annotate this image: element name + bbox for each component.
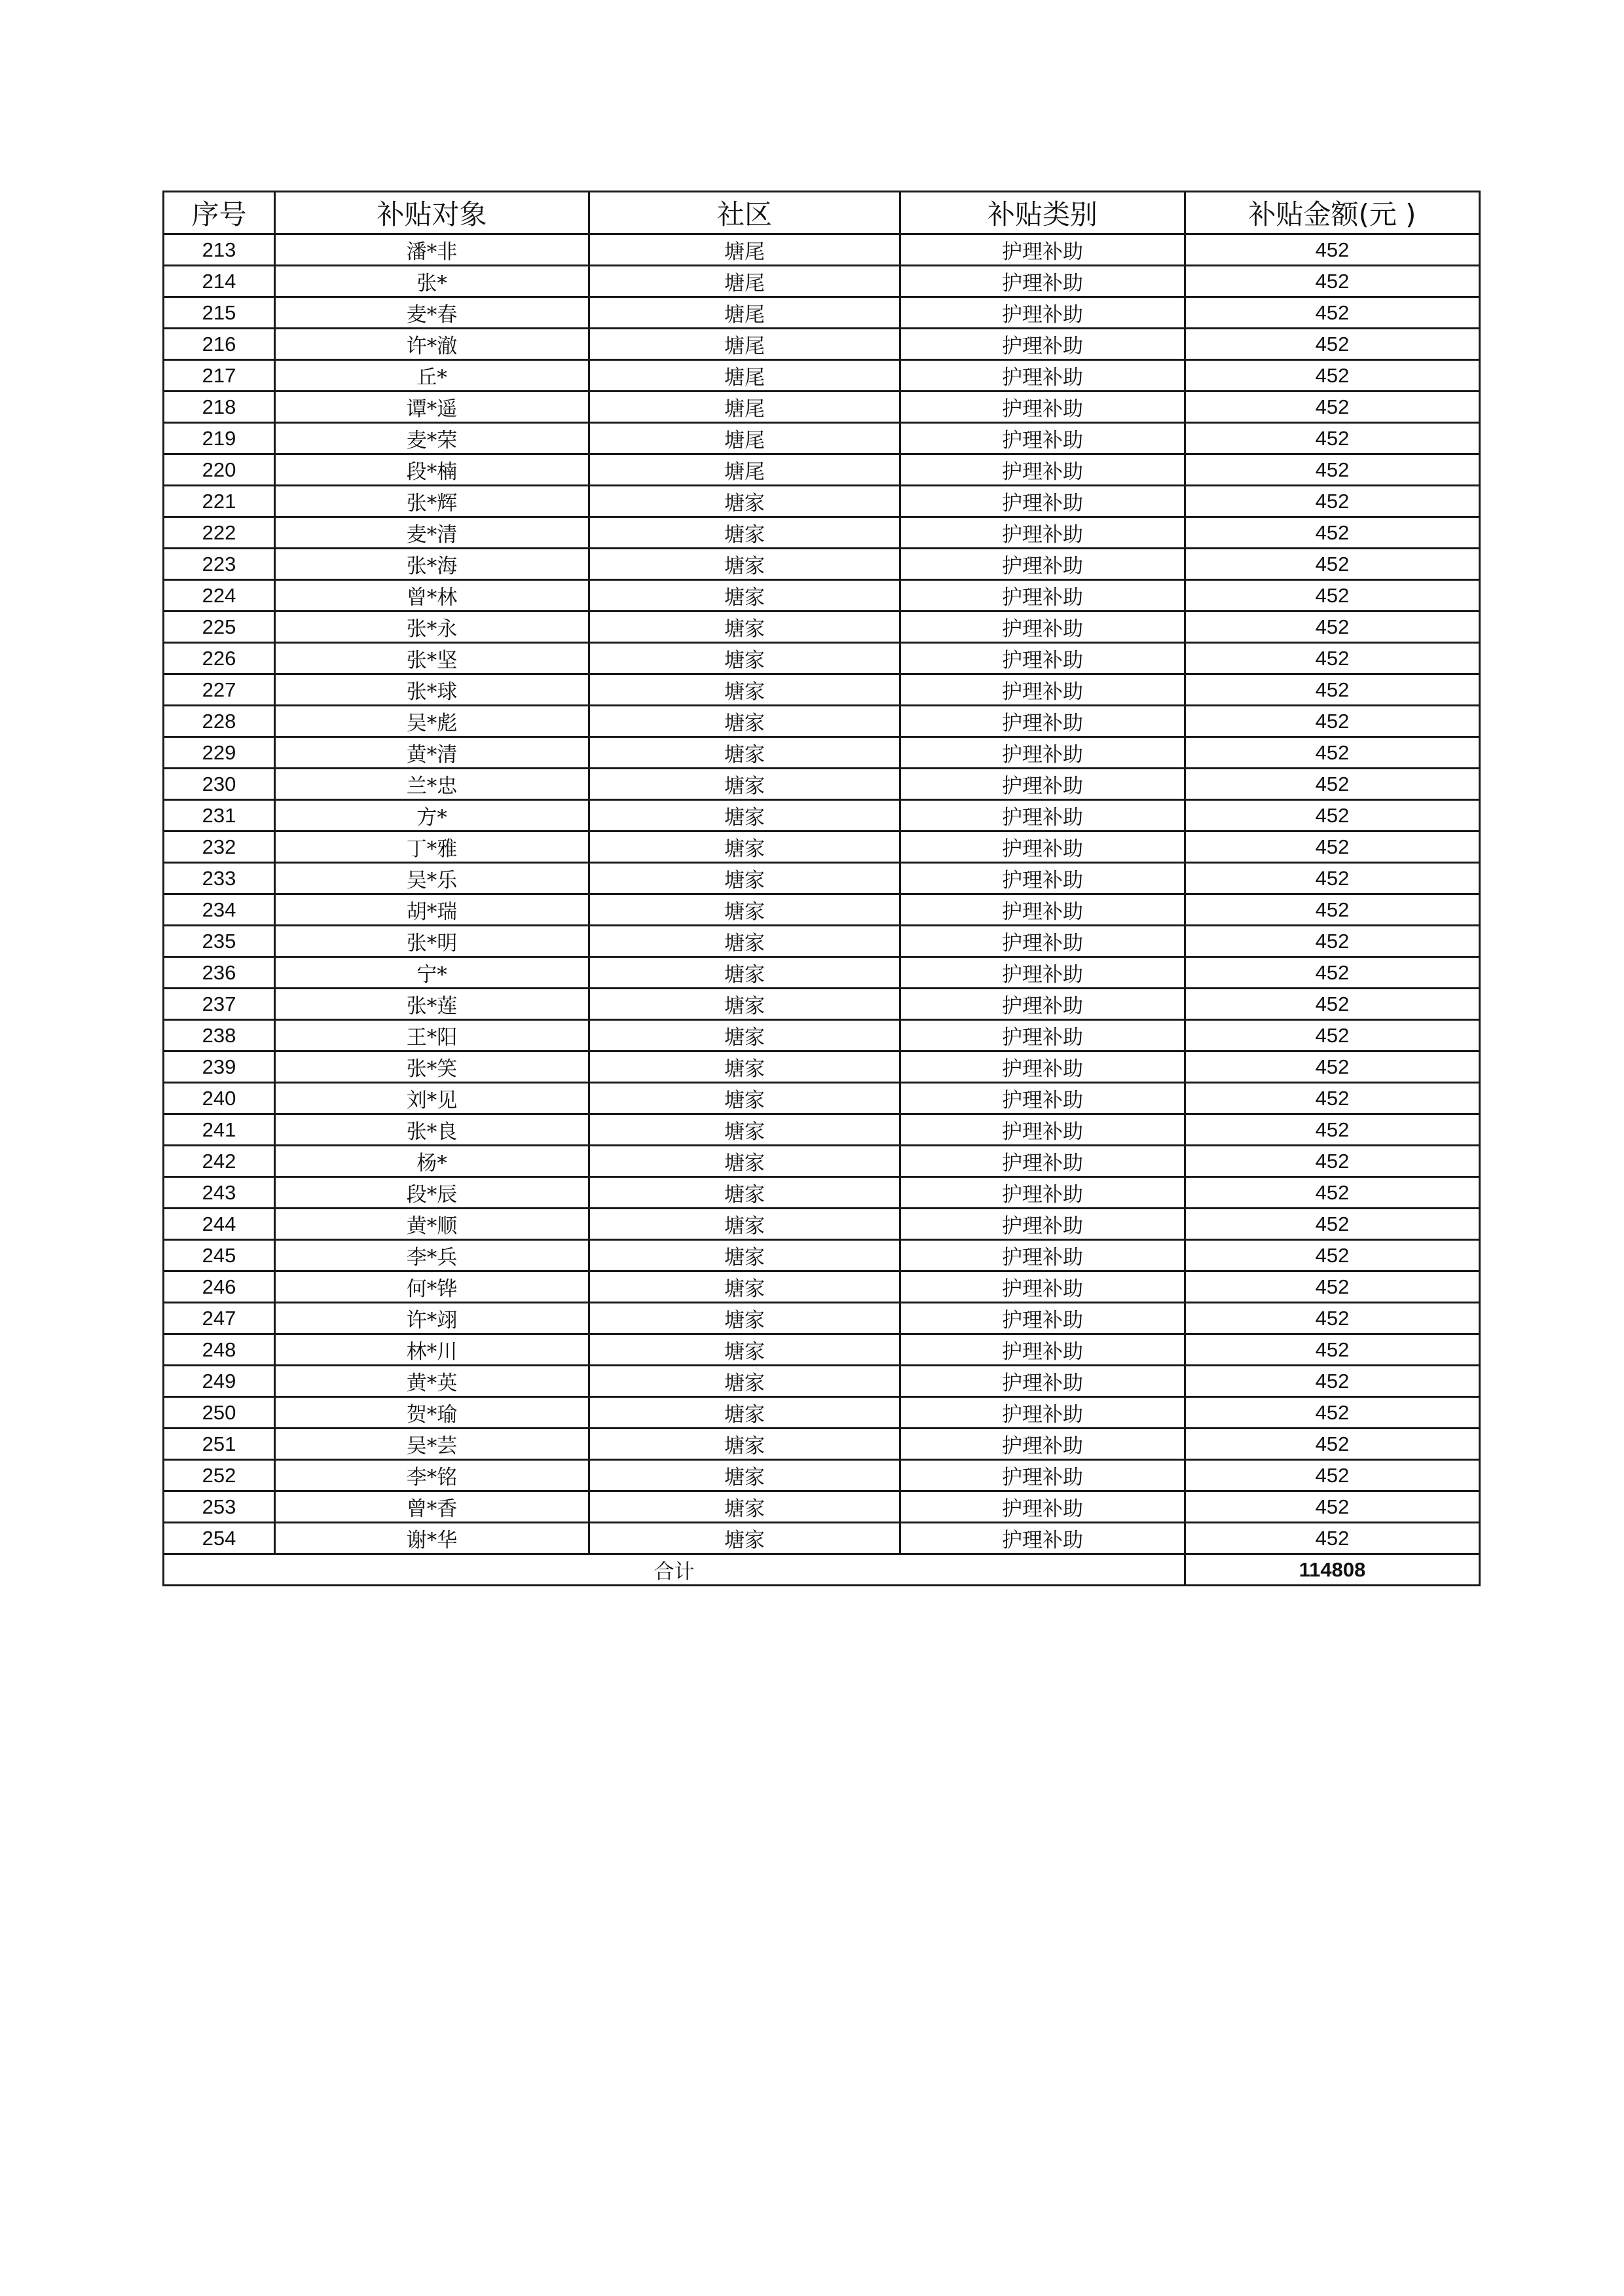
cell-recipient: 刘*见: [275, 1083, 589, 1114]
cell-recipient: 张*永: [275, 611, 589, 643]
cell-amount: 452: [1185, 863, 1480, 894]
cell-recipient: 丘*: [275, 360, 589, 392]
table-row: [164, 894, 1480, 926]
cell-amount: 452: [1185, 392, 1480, 423]
cell-amount: 452: [1185, 611, 1480, 643]
cell-index: 247: [164, 1303, 275, 1334]
cell-subsidy-type: 护理补助: [900, 580, 1185, 611]
cell-amount: 452: [1185, 706, 1480, 737]
table-row: [164, 266, 1480, 297]
total-value: 114808: [1185, 1554, 1480, 1586]
table-row: [164, 329, 1480, 360]
cell-subsidy-type: 护理补助: [900, 297, 1185, 329]
cell-recipient: 李*兵: [275, 1240, 589, 1271]
cell-subsidy-type: 护理补助: [900, 454, 1185, 486]
table-row: [164, 1523, 1480, 1554]
cell-amount: 452: [1185, 737, 1480, 769]
cell-recipient: 张*球: [275, 674, 589, 706]
cell-amount: 452: [1185, 266, 1480, 297]
cell-recipient: 张*明: [275, 926, 589, 957]
cell-community: 塘家: [589, 1083, 900, 1114]
cell-index: 246: [164, 1271, 275, 1303]
cell-community: 塘尾: [589, 297, 900, 329]
cell-subsidy-type: 护理补助: [900, 1491, 1185, 1523]
cell-index: 244: [164, 1209, 275, 1240]
table-row: [164, 1051, 1480, 1083]
table-row: [164, 1491, 1480, 1523]
cell-subsidy-type: 护理补助: [900, 769, 1185, 800]
cell-amount: 452: [1185, 1491, 1480, 1523]
cell-index: 252: [164, 1460, 275, 1491]
table-row: [164, 674, 1480, 706]
table-row: [164, 706, 1480, 737]
table-row: [164, 1083, 1480, 1114]
table-row: [164, 1240, 1480, 1271]
cell-recipient: 兰*忠: [275, 769, 589, 800]
table-body: [164, 234, 1480, 1554]
cell-subsidy-type: 护理补助: [900, 800, 1185, 831]
cell-subsidy-type: 护理补助: [900, 737, 1185, 769]
cell-community: 塘家: [589, 737, 900, 769]
cell-subsidy-type: 护理补助: [900, 831, 1185, 863]
cell-index: 225: [164, 611, 275, 643]
cell-recipient: 黄*英: [275, 1366, 589, 1397]
cell-index: 237: [164, 989, 275, 1020]
cell-community: 塘家: [589, 1114, 900, 1146]
table-row: [164, 1334, 1480, 1366]
table-row: [164, 737, 1480, 769]
cell-recipient: 吴*芸: [275, 1429, 589, 1460]
cell-recipient: 曾*林: [275, 580, 589, 611]
cell-index: 253: [164, 1491, 275, 1523]
cell-community: 塘家: [589, 1334, 900, 1366]
cell-subsidy-type: 护理补助: [900, 392, 1185, 423]
cell-recipient: 王*阳: [275, 1020, 589, 1051]
cell-index: 221: [164, 486, 275, 517]
cell-subsidy-type: 护理补助: [900, 1523, 1185, 1554]
table-row: [164, 297, 1480, 329]
cell-amount: 452: [1185, 1114, 1480, 1146]
cell-index: 230: [164, 769, 275, 800]
cell-amount: 452: [1185, 957, 1480, 989]
table-row: [164, 1271, 1480, 1303]
cell-community: 塘家: [589, 769, 900, 800]
cell-community: 塘家: [589, 800, 900, 831]
cell-amount: 452: [1185, 360, 1480, 392]
cell-subsidy-type: 护理补助: [900, 1303, 1185, 1334]
cell-index: 234: [164, 894, 275, 926]
cell-community: 塘家: [589, 957, 900, 989]
table-row: [164, 517, 1480, 549]
table-row: [164, 1177, 1480, 1209]
cell-community: 塘家: [589, 643, 900, 674]
cell-subsidy-type: 护理补助: [900, 1429, 1185, 1460]
cell-subsidy-type: 护理补助: [900, 1366, 1185, 1397]
cell-recipient: 吴*彪: [275, 706, 589, 737]
cell-amount: 452: [1185, 234, 1480, 266]
cell-community: 塘家: [589, 674, 900, 706]
cell-recipient: 谢*华: [275, 1523, 589, 1554]
total-label: 合计: [164, 1554, 1185, 1586]
cell-community: 塘家: [589, 517, 900, 549]
cell-amount: 452: [1185, 769, 1480, 800]
table-row: [164, 549, 1480, 580]
cell-community: 塘尾: [589, 266, 900, 297]
cell-recipient: 张*辉: [275, 486, 589, 517]
table-row: [164, 957, 1480, 989]
cell-subsidy-type: 护理补助: [900, 611, 1185, 643]
cell-subsidy-type: 护理补助: [900, 1177, 1185, 1209]
cell-recipient: 张*笑: [275, 1051, 589, 1083]
cell-subsidy-type: 护理补助: [900, 1460, 1185, 1491]
cell-index: 251: [164, 1429, 275, 1460]
table-row: [164, 1020, 1480, 1051]
cell-index: 250: [164, 1397, 275, 1429]
cell-subsidy-type: 护理补助: [900, 863, 1185, 894]
cell-amount: 452: [1185, 517, 1480, 549]
cell-community: 塘尾: [589, 423, 900, 454]
table-row: [164, 234, 1480, 266]
cell-index: 228: [164, 706, 275, 737]
cell-subsidy-type: 护理补助: [900, 1334, 1185, 1366]
cell-community: 塘家: [589, 486, 900, 517]
cell-subsidy-type: 护理补助: [900, 486, 1185, 517]
table-row: [164, 800, 1480, 831]
table-row: [164, 392, 1480, 423]
cell-subsidy-type: 护理补助: [900, 989, 1185, 1020]
table-row: [164, 1366, 1480, 1397]
cell-index: 254: [164, 1523, 275, 1554]
table-row: [164, 360, 1480, 392]
table-row: [164, 831, 1480, 863]
cell-recipient: 曾*香: [275, 1491, 589, 1523]
cell-community: 塘家: [589, 1146, 900, 1177]
cell-community: 塘家: [589, 580, 900, 611]
header-row: [164, 192, 1480, 234]
cell-recipient: 潘*非: [275, 234, 589, 266]
cell-amount: 452: [1185, 1209, 1480, 1240]
cell-community: 塘家: [589, 831, 900, 863]
table-row: [164, 1460, 1480, 1491]
cell-recipient: 段*楠: [275, 454, 589, 486]
cell-community: 塘家: [589, 1366, 900, 1397]
header-recipient: 补贴对象: [275, 192, 589, 234]
cell-subsidy-type: 护理补助: [900, 266, 1185, 297]
cell-index: 213: [164, 234, 275, 266]
cell-amount: 452: [1185, 549, 1480, 580]
cell-recipient: 张*良: [275, 1114, 589, 1146]
cell-amount: 452: [1185, 1334, 1480, 1366]
cell-subsidy-type: 护理补助: [900, 1271, 1185, 1303]
cell-community: 塘家: [589, 1429, 900, 1460]
cell-community: 塘家: [589, 1051, 900, 1083]
table-row: [164, 1397, 1480, 1429]
cell-amount: 452: [1185, 894, 1480, 926]
cell-subsidy-type: 护理补助: [900, 329, 1185, 360]
cell-index: 242: [164, 1146, 275, 1177]
cell-index: 240: [164, 1083, 275, 1114]
cell-index: 216: [164, 329, 275, 360]
cell-index: 239: [164, 1051, 275, 1083]
cell-community: 塘家: [589, 989, 900, 1020]
cell-index: 222: [164, 517, 275, 549]
cell-community: 塘家: [589, 1523, 900, 1554]
cell-index: 241: [164, 1114, 275, 1146]
cell-subsidy-type: 护理补助: [900, 1114, 1185, 1146]
table-row: [164, 863, 1480, 894]
cell-subsidy-type: 护理补助: [900, 1397, 1185, 1429]
cell-amount: 452: [1185, 926, 1480, 957]
cell-amount: 452: [1185, 1051, 1480, 1083]
cell-community: 塘家: [589, 1460, 900, 1491]
header-amount: 补贴金额(元 ): [1185, 192, 1480, 234]
table-row: [164, 643, 1480, 674]
cell-subsidy-type: 护理补助: [900, 706, 1185, 737]
cell-recipient: 方*: [275, 800, 589, 831]
cell-recipient: 吴*乐: [275, 863, 589, 894]
cell-subsidy-type: 护理补助: [900, 957, 1185, 989]
cell-subsidy-type: 护理补助: [900, 1146, 1185, 1177]
cell-amount: 452: [1185, 1460, 1480, 1491]
cell-subsidy-type: 护理补助: [900, 549, 1185, 580]
table-row: [164, 926, 1480, 957]
cell-index: 238: [164, 1020, 275, 1051]
table-row: [164, 1209, 1480, 1240]
cell-subsidy-type: 护理补助: [900, 674, 1185, 706]
cell-amount: 452: [1185, 297, 1480, 329]
cell-index: 248: [164, 1334, 275, 1366]
cell-recipient: 段*辰: [275, 1177, 589, 1209]
cell-recipient: 李*铭: [275, 1460, 589, 1491]
cell-subsidy-type: 护理补助: [900, 1240, 1185, 1271]
cell-recipient: 黄*清: [275, 737, 589, 769]
cell-community: 塘家: [589, 611, 900, 643]
cell-amount: 452: [1185, 1303, 1480, 1334]
cell-index: 243: [164, 1177, 275, 1209]
cell-subsidy-type: 护理补助: [900, 1083, 1185, 1114]
cell-index: 224: [164, 580, 275, 611]
cell-subsidy-type: 护理补助: [900, 1051, 1185, 1083]
cell-index: 236: [164, 957, 275, 989]
cell-amount: 452: [1185, 831, 1480, 863]
cell-recipient: 麦*荣: [275, 423, 589, 454]
cell-subsidy-type: 护理补助: [900, 1209, 1185, 1240]
table-header: [164, 192, 1480, 234]
table-row: [164, 611, 1480, 643]
cell-amount: 452: [1185, 1271, 1480, 1303]
cell-recipient: 许*澈: [275, 329, 589, 360]
cell-index: 227: [164, 674, 275, 706]
cell-index: 231: [164, 800, 275, 831]
cell-amount: 452: [1185, 1177, 1480, 1209]
subsidy-table: [162, 191, 1481, 1586]
cell-recipient: 张*: [275, 266, 589, 297]
cell-recipient: 黄*顺: [275, 1209, 589, 1240]
cell-recipient: 麦*春: [275, 297, 589, 329]
header-index: 序号: [164, 192, 275, 234]
table-row: [164, 769, 1480, 800]
cell-recipient: 贺*瑜: [275, 1397, 589, 1429]
cell-recipient: 杨*: [275, 1146, 589, 1177]
cell-amount: 452: [1185, 423, 1480, 454]
cell-amount: 452: [1185, 1366, 1480, 1397]
cell-index: 229: [164, 737, 275, 769]
cell-recipient: 张*莲: [275, 989, 589, 1020]
cell-recipient: 胡*瑞: [275, 894, 589, 926]
cell-index: 235: [164, 926, 275, 957]
cell-community: 塘家: [589, 926, 900, 957]
table-row: [164, 1146, 1480, 1177]
cell-community: 塘家: [589, 1209, 900, 1240]
cell-community: 塘家: [589, 894, 900, 926]
header-subsidy-type: 补贴类别: [900, 192, 1185, 234]
cell-amount: 452: [1185, 1146, 1480, 1177]
cell-index: 218: [164, 392, 275, 423]
table-row: [164, 486, 1480, 517]
table-row: [164, 580, 1480, 611]
cell-community: 塘家: [589, 1271, 900, 1303]
cell-amount: 452: [1185, 674, 1480, 706]
cell-amount: 452: [1185, 1429, 1480, 1460]
cell-index: 223: [164, 549, 275, 580]
cell-index: 232: [164, 831, 275, 863]
table-row: [164, 1303, 1480, 1334]
cell-community: 塘家: [589, 1240, 900, 1271]
cell-index: 215: [164, 297, 275, 329]
cell-recipient: 丁*雅: [275, 831, 589, 863]
cell-recipient: 张*海: [275, 549, 589, 580]
cell-community: 塘家: [589, 1177, 900, 1209]
cell-recipient: 许*翊: [275, 1303, 589, 1334]
table-footer: [164, 1554, 1480, 1586]
cell-recipient: 林*川: [275, 1334, 589, 1366]
cell-amount: 452: [1185, 989, 1480, 1020]
cell-community: 塘家: [589, 863, 900, 894]
cell-recipient: 谭*遥: [275, 392, 589, 423]
cell-community: 塘尾: [589, 234, 900, 266]
cell-recipient: 何*铧: [275, 1271, 589, 1303]
cell-amount: 452: [1185, 1397, 1480, 1429]
cell-community: 塘家: [589, 549, 900, 580]
cell-community: 塘家: [589, 1303, 900, 1334]
cell-amount: 452: [1185, 643, 1480, 674]
cell-community: 塘尾: [589, 329, 900, 360]
cell-index: 217: [164, 360, 275, 392]
cell-amount: 452: [1185, 580, 1480, 611]
cell-index: 226: [164, 643, 275, 674]
header-community: 社区: [589, 192, 900, 234]
cell-index: 214: [164, 266, 275, 297]
cell-community: 塘家: [589, 1020, 900, 1051]
cell-amount: 452: [1185, 1083, 1480, 1114]
cell-subsidy-type: 护理补助: [900, 926, 1185, 957]
cell-community: 塘尾: [589, 392, 900, 423]
cell-index: 249: [164, 1366, 275, 1397]
cell-subsidy-type: 护理补助: [900, 1020, 1185, 1051]
cell-community: 塘家: [589, 1491, 900, 1523]
cell-index: 219: [164, 423, 275, 454]
cell-amount: 452: [1185, 800, 1480, 831]
cell-community: 塘尾: [589, 454, 900, 486]
cell-amount: 452: [1185, 329, 1480, 360]
cell-community: 塘尾: [589, 360, 900, 392]
cell-amount: 452: [1185, 1240, 1480, 1271]
cell-community: 塘家: [589, 706, 900, 737]
table-row: [164, 454, 1480, 486]
table-row: [164, 423, 1480, 454]
cell-recipient: 张*坚: [275, 643, 589, 674]
cell-amount: 452: [1185, 454, 1480, 486]
table-row: [164, 1114, 1480, 1146]
cell-community: 塘家: [589, 1397, 900, 1429]
cell-index: 245: [164, 1240, 275, 1271]
total-row: [164, 1554, 1480, 1586]
cell-subsidy-type: 护理补助: [900, 517, 1185, 549]
cell-amount: 452: [1185, 486, 1480, 517]
cell-subsidy-type: 护理补助: [900, 234, 1185, 266]
cell-amount: 452: [1185, 1020, 1480, 1051]
cell-recipient: 麦*清: [275, 517, 589, 549]
cell-subsidy-type: 护理补助: [900, 360, 1185, 392]
cell-subsidy-type: 护理补助: [900, 894, 1185, 926]
cell-subsidy-type: 护理补助: [900, 643, 1185, 674]
table-row: [164, 989, 1480, 1020]
table-row: [164, 1429, 1480, 1460]
cell-recipient: 宁*: [275, 957, 589, 989]
cell-amount: 452: [1185, 1523, 1480, 1554]
cell-subsidy-type: 护理补助: [900, 423, 1185, 454]
cell-index: 233: [164, 863, 275, 894]
cell-index: 220: [164, 454, 275, 486]
